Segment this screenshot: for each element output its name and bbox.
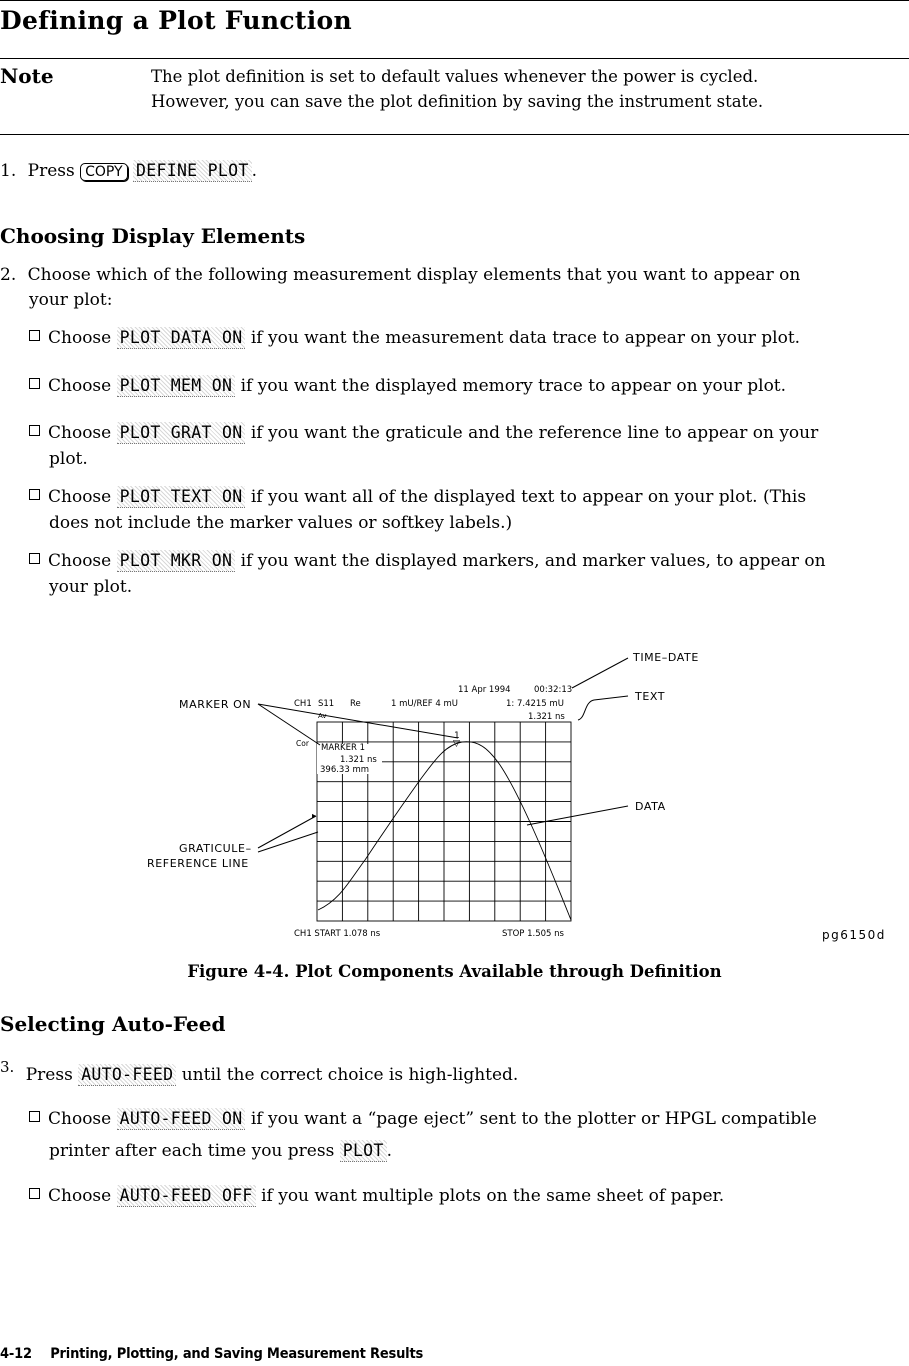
option-text-2-a: printer after each time you press — [49, 1141, 335, 1161]
step-2 — [0, 263, 905, 313]
figure-id: pg6150d — [822, 928, 886, 942]
option-text-2 — [29, 1135, 904, 1167]
option-end: . — [386, 1141, 393, 1161]
note-line-2: However, you can save the plot definition by saving the instrument state. — [151, 92, 764, 111]
step-press-text: Press — [25, 1065, 73, 1085]
option-plot-grat-on — [29, 420, 904, 472]
screen-re: Re — [350, 699, 361, 709]
option-text: if you want multiple plots on the same sheet of paper. — [261, 1186, 725, 1206]
option-plot-data-on — [29, 325, 904, 351]
plot-softkey[interactable]: PLOT — [340, 1140, 387, 1162]
screen-cor: Cor — [296, 739, 309, 748]
graticule-label: GRATICULE– — [179, 842, 252, 855]
checkbox-icon — [29, 1111, 40, 1122]
checkbox-icon — [29, 489, 40, 500]
section-heading-display-elements: Choosing Display Elements — [0, 224, 306, 248]
copy-hardkey[interactable]: COPY — [80, 163, 127, 181]
option-text: if you want all of the displayed text to appear on your plot. (This — [250, 487, 807, 507]
option-text-2: plot. — [49, 449, 88, 469]
time-date-label: TIME–DATE — [633, 651, 699, 664]
option-plot-text-on — [29, 484, 904, 536]
step-1 — [0, 158, 257, 185]
option-text: if you want a “page eject” sent to the plotter or HPGL compatible — [250, 1109, 817, 1129]
auto-feed-on-softkey[interactable]: AUTO-FEED ON — [117, 1108, 246, 1130]
screen-ch1: CH1 — [294, 699, 312, 709]
plot-mkr-on-softkey[interactable]: PLOT MKR ON — [117, 550, 236, 572]
note-line-1: The plot definition is set to default values whenever the power is cycled. — [151, 67, 759, 86]
screen-s11: S11 — [318, 699, 335, 709]
option-text: if you want the displayed markers, and marker values, to appear on — [240, 551, 826, 571]
marker-on-leader — [258, 704, 320, 745]
marker-on-label: MARKER ON — [179, 698, 252, 711]
option-auto-feed-off — [29, 1183, 904, 1209]
choose-text: Choose — [48, 1186, 112, 1206]
section-heading-auto-feed: Selecting Auto-Feed — [0, 1012, 226, 1036]
step-number: 3. — [0, 1058, 15, 1076]
figure-caption: Figure 4-4. Plot Components Available through Definition — [187, 962, 722, 981]
option-plot-mem-on — [29, 373, 904, 399]
data-leader — [527, 806, 628, 825]
screen-stop: STOP 1.505 ns — [502, 929, 564, 939]
plot-text-on-softkey[interactable]: PLOT TEXT ON — [117, 486, 246, 508]
note-bottom-rule — [0, 134, 909, 135]
marker-triangle-icon: ▽ — [453, 739, 460, 749]
step-2-line-2: your plot: — [29, 290, 113, 310]
graticule-leader — [258, 816, 316, 848]
screen-marker-value-1: 1.321 ns — [340, 755, 377, 765]
option-text: if you want the measurement data trace to appear on your plot. — [250, 328, 801, 348]
choose-text: Choose — [48, 376, 112, 396]
screen-av: Av — [318, 712, 327, 720]
note-top-rule — [0, 58, 909, 59]
option-auto-feed-on — [29, 1103, 904, 1167]
define-plot-softkey[interactable]: DEFINE PLOT — [133, 160, 252, 182]
auto-feed-off-softkey[interactable]: AUTO-FEED OFF — [117, 1185, 256, 1207]
option-text: if you want the graticule and the reference line to appear on your — [250, 423, 819, 443]
marker-on-leader-2 — [258, 704, 458, 738]
option-text-2: does not include the marker values or softkey labels.) — [49, 513, 513, 533]
page-footer — [0, 1346, 423, 1362]
text-brace — [578, 696, 628, 720]
option-text-2: your plot. — [49, 577, 133, 597]
screen-marker-label: MARKER 1 — [321, 743, 366, 753]
checkbox-icon — [29, 1188, 40, 1199]
note-label: Note — [0, 64, 54, 88]
marker-symbol: 1 — [454, 731, 460, 741]
chapter-title: Printing, Plotting, and Saving Measurement Results — [50, 1346, 424, 1362]
top-rule — [0, 0, 909, 1]
time-date-leader — [572, 658, 628, 688]
plot-grat-on-softkey[interactable]: PLOT GRAT ON — [117, 422, 246, 444]
screen-marker-readout-2: 1.321 ns — [528, 712, 565, 722]
screen-scale: 1 mU/REF 4 mU — [391, 699, 458, 709]
choose-text: Choose — [48, 1109, 112, 1129]
choose-text: Choose — [48, 487, 112, 507]
checkbox-icon — [29, 330, 40, 341]
text-label: TEXT — [635, 690, 666, 703]
step-press-text: Press — [27, 161, 75, 181]
step-3-text: until the correct choice is high-lighted. — [181, 1065, 519, 1085]
screen-marker-readout-1: 1: 7.4215 mU — [506, 699, 564, 709]
step-number: 1. — [0, 161, 17, 181]
reference-line-label: REFERENCE LINE — [147, 857, 249, 870]
plot-data-on-softkey[interactable]: PLOT DATA ON — [117, 327, 246, 349]
screen-marker-value-2: 396.33 mm — [320, 765, 370, 775]
choose-text: Choose — [48, 328, 112, 348]
data-label: DATA — [635, 800, 666, 813]
option-text: if you want the displayed memory trace to appear on your plot. — [240, 376, 787, 396]
auto-feed-softkey[interactable]: AUTO-FEED — [78, 1064, 176, 1086]
screen-start: CH1 START 1.078 ns — [294, 929, 381, 939]
checkbox-icon — [29, 378, 40, 389]
page-number: 4-12 — [0, 1346, 32, 1362]
reference-line-marker-icon: ▸ — [312, 811, 317, 820]
choose-text: Choose — [48, 423, 112, 443]
plot-mem-on-softkey[interactable]: PLOT MEM ON — [117, 375, 236, 397]
checkbox-icon — [29, 425, 40, 436]
note-text — [151, 64, 871, 114]
screen-date: 11 Apr 1994 — [458, 685, 511, 695]
choose-text: Choose — [48, 551, 112, 571]
step-end: . — [251, 161, 257, 181]
step-number: 2. — [0, 265, 17, 285]
reference-line-leader — [258, 832, 318, 852]
plot-components-figure — [0, 640, 909, 950]
option-plot-mkr-on — [29, 548, 904, 600]
step-3 — [0, 1055, 518, 1088]
screen-time: 00:32:13 — [534, 685, 573, 695]
checkbox-icon — [29, 553, 40, 564]
page-title: Defining a Plot Function — [0, 6, 352, 35]
step-2-line-1: Choose which of the following measurement display elements that you want to appear on — [27, 265, 801, 285]
